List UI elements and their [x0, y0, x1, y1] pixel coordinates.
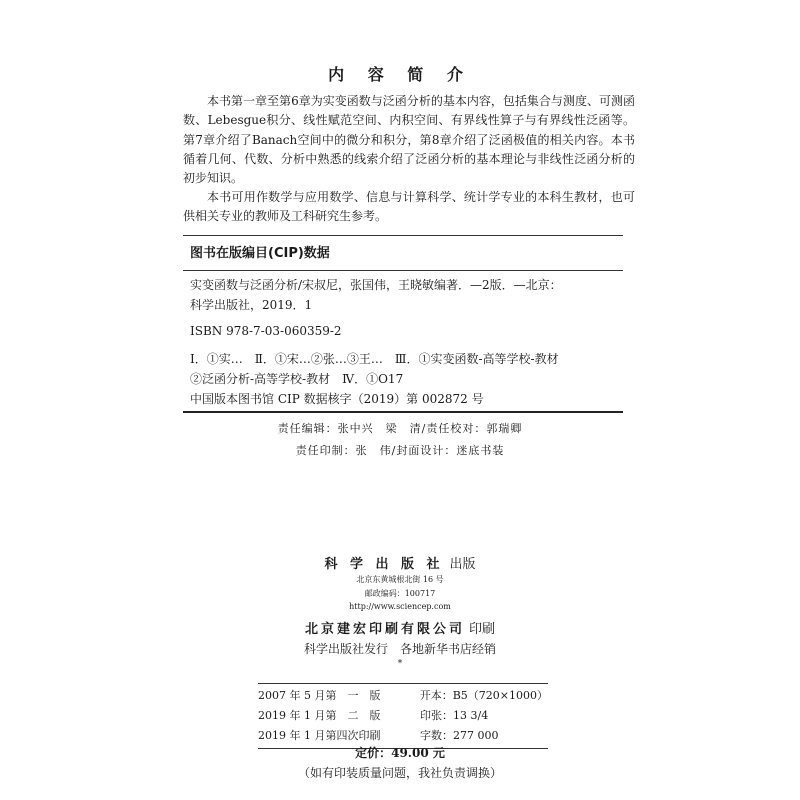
summary-paragraph-1: 本书第一章至第6章为实变函数与泛函分析的基本内容，包括集合与测度、可测函数、Lebesgue积分、线性赋范空间、内积空间、有界线性算子与有界线性泛函等。第7章介绍了Banach空间中的微分和积分，第8章介绍了泛函极值的相关内容。本书循着几何、代数、分析中熟悉的线索介绍了泛函分析的基本理论与非线性泛函分析的初步知识。	[183, 94, 635, 186]
publisher-address: 北京东黄城根北街 16 号	[356, 575, 444, 584]
edition-date: 2019 年 1 月第四次印刷	[258, 729, 381, 742]
summary-title: 内 容 简 介	[328, 65, 472, 84]
publisher-name: 科 学 出 版 社	[324, 557, 444, 572]
distributor-line: 科学出版社发行 各地新华书店经销	[303, 642, 496, 656]
isbn: ISBN 978-7-03-060359-2	[190, 324, 342, 338]
cip-line: ②泛函分析-高等学校-教材 Ⅳ．①O17	[190, 372, 404, 386]
publisher-url: http://www.sciencep.com	[349, 602, 451, 611]
editors-credit: 责任编辑：张中兴 梁 清/责任校对：郭瑞卿	[277, 422, 523, 435]
edition-date: 2007 年 5 月第 一 版	[258, 689, 381, 702]
cip-number: 中国版本图书馆 CIP 数据核字（2019）第 002872 号	[190, 392, 484, 406]
publisher-tag: 出版	[449, 557, 476, 572]
summary-paragraph-2: 本书可用作数学与应用数学、信息与计算科学、统计学专业的本科生教材，也可供相关专业的教师及工科研究生参考。	[183, 190, 635, 224]
cip-line: 科学出版社，2019．1	[190, 298, 313, 312]
publisher-line	[0, 553, 800, 572]
edition-spec: 开本：B5（720×1000）	[419, 689, 548, 702]
edition-row	[258, 706, 548, 726]
divider	[183, 270, 623, 271]
divider	[183, 235, 623, 236]
edition-info	[258, 683, 548, 749]
publisher-postcode: 邮政编码：100717	[364, 589, 436, 598]
printer-name: 北京建宏印刷有限公司	[304, 622, 465, 637]
edition-date: 2019 年 1 月第 二 版	[258, 709, 381, 722]
separator-mark: *	[397, 659, 403, 669]
printer-tag: 印刷	[469, 622, 496, 637]
edition-row	[258, 726, 548, 746]
price: 定价：49.00 元	[355, 746, 445, 760]
edition-spec: 印张：13 3/4	[420, 709, 489, 722]
quality-notice: （如有印装质量问题，我社负责调换）	[297, 766, 502, 780]
edition-spec: 字数：277 000	[420, 729, 499, 742]
cip-title: 图书在版编目(CIP)数据	[190, 246, 330, 261]
divider	[183, 411, 623, 413]
cip-line: Ⅰ．①实… Ⅱ．①宋…②张…③王… Ⅲ．①实变函数-高等学校-教材	[190, 352, 559, 366]
printing-credit: 责任印制：张 伟/封面设计：迷底书装	[295, 444, 505, 457]
printer-line	[0, 618, 800, 637]
edition-row	[258, 686, 548, 706]
cip-line: 实变函数与泛函分析/宋叔尼，张国伟，王晓敏编著．—2版．—北京：	[190, 278, 562, 292]
